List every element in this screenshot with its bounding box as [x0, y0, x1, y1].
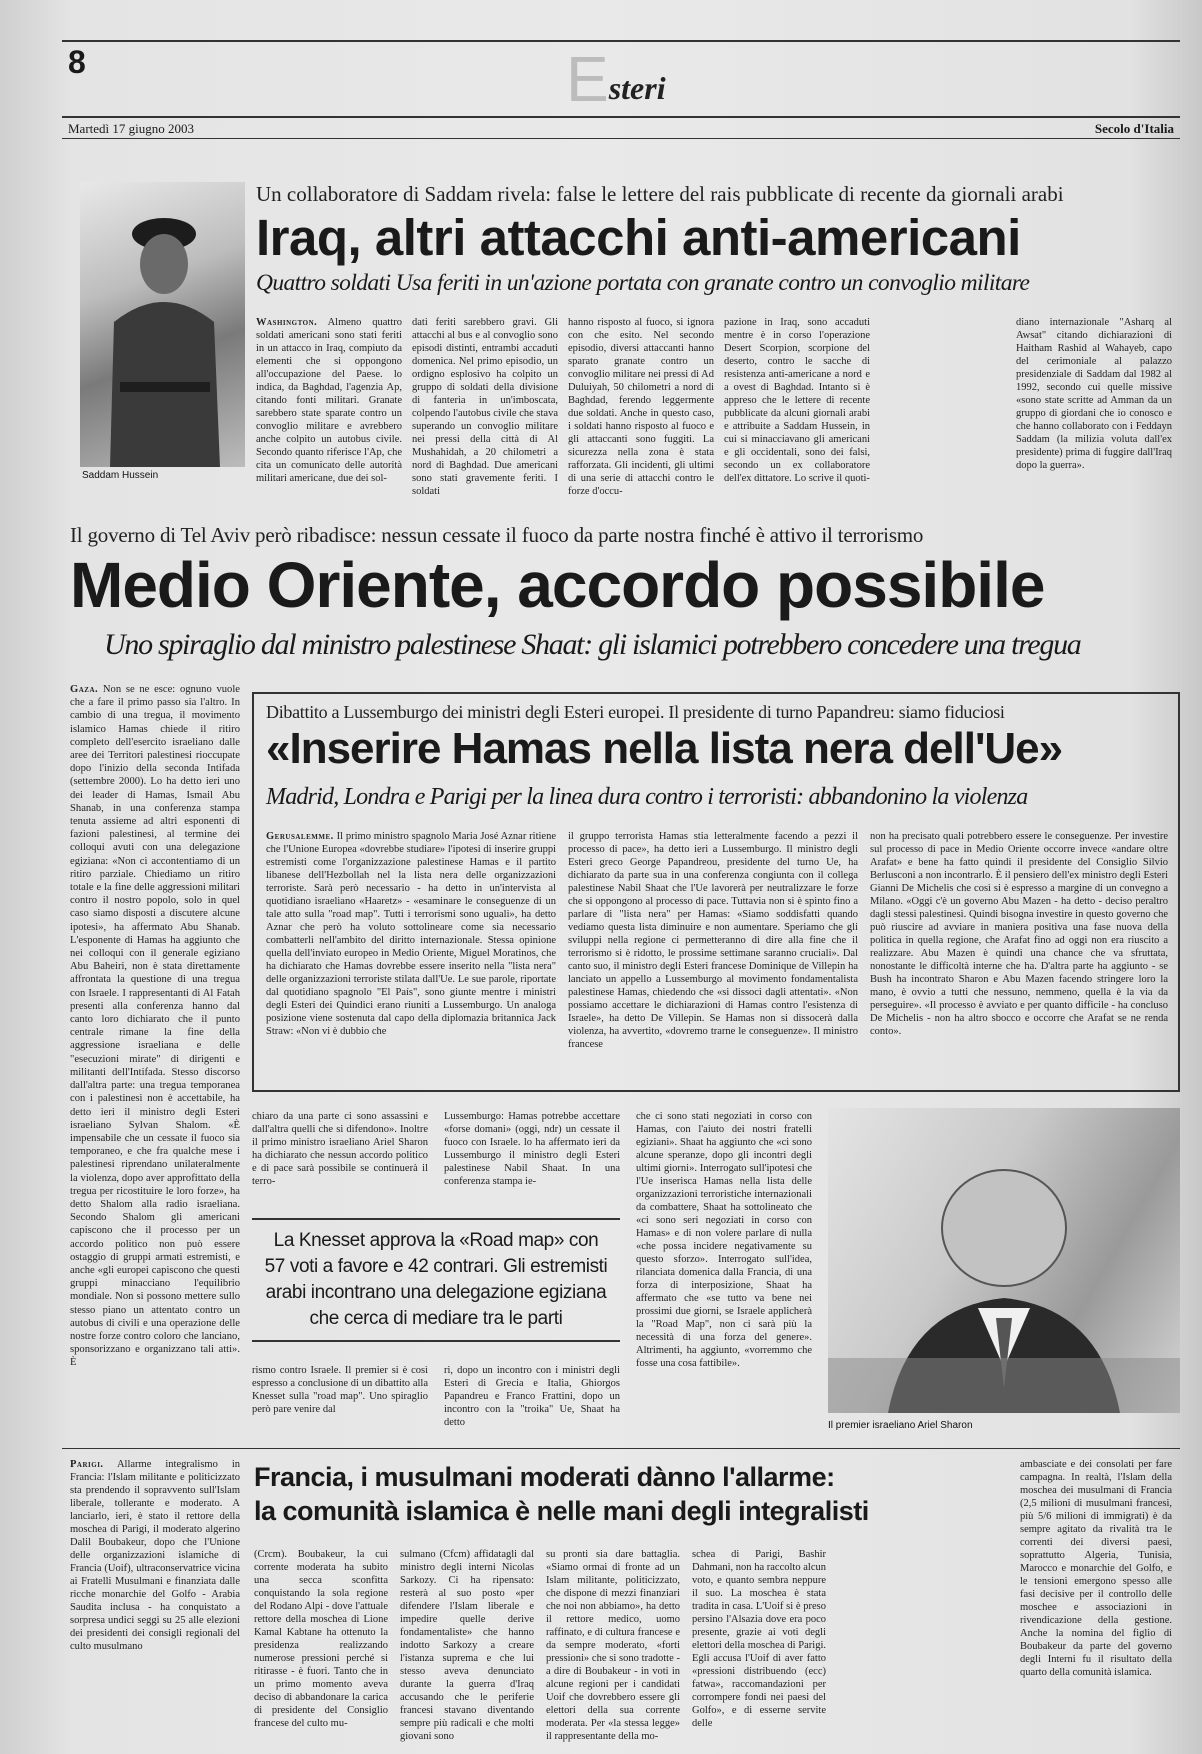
article4-top-rule	[62, 1448, 1180, 1449]
pullquote-text: La Knesset approva la «Road map» con 57 voti a favore e 42 contrari. Gli estremisti arabi incontrano una delegazione egiziana che cerca di mediare tra le parti	[264, 1230, 608, 1329]
article4-left-column	[70, 1458, 240, 1728]
sharon-silhouette-icon	[828, 1108, 1180, 1413]
article1-col-4	[724, 316, 870, 484]
article3-col2-text: il gruppo terrorista Hamas stia letteralmente facendo a pezzi il processo di pace», ha detto ieri a Lussemburgo. Il ministro degli Esteri greco George Papandreou, presidente del turno Ue, ha dichiarato da parte sua in una conferenza congiunta con il collega palestinese Nabil Shaat che l'Ue lavorerà per neutralizzare le forze che si oppongono al processo di pace. Tuttavia non si è spinto fino a parlare di "lista nera" per Hamas: «Siamo soddisfatti quando vediamo questa lista diminuire e non aumentare. Speriamo che gli sviluppi nella regione ci permetteranno di dire alla fine che il terrorismo si è ridotto, le prossime settimane saranno cruciali». Dal canto suo, il ministro degli Esteri francese Dominique de Villepin ha lanciato un appello a Lussemburgo al movimento fondamentalista palestinese Hamas, chiedendo che «si dissoci dagli attentati». «Non possiamo accettare le dichiarazioni di Hamas contro l'esistenza di Israele», ha detto De Villepin. Se Hamas non si dissocerà dalla violenza, ha avvertito, «dovremo trarne le conseguenze». Il ministro francese	[568, 831, 858, 1050]
article4-col-5	[1020, 1458, 1172, 1728]
saddam-hussein-photo	[80, 182, 245, 467]
article3-dateline: Gerusalemme.	[266, 831, 334, 842]
article1-col3-text: hanno risposto al fuoco, si ignora con che esito. Nel secondo episodio, diversi attaccanti hanno sparato granate contro un convoglio militare nei pressi di Ad Duluiyah, 50 chilometri a nord di Baghdad, ferendo leggermente due soldati. Anche in questo caso, i soldati hanno risposto al fuoco e gli attaccanti sono fuggiti. La sicurezza nella zona è stata rafforzata. Gli incidenti, gli ultimi di una serie di attacchi contro le forze d'occu-	[568, 317, 714, 497]
top-rule	[62, 40, 1180, 42]
article3-col1-text: Il primo ministro spagnolo Maria José Aznar ritiene che l'Unione Europea «dovrebbe studiare» l'ipotesi di inserire gruppi estremisti come l'organizzazione palestinese Hamas e il partito libanese dell'Hezbollah nel la lista nera delle organizzazioni terroriste. Sarà però necessario - ha detto in un'intervista al quotidiano israeliano «Haaretz» - «esaminare le conseguenze di un tale atto sulla "road map". Tutti i terrorismi sono uguali», ha detto Aznar che però ha voluto sottolineare come sia necessario combatterli nell'ambito del diritto internazionale. Stessa opinione quella dell'inviato europeo in Medio Oriente, Miguel Moratinos, che ha dichiarato che Hamas dovrebbe essere inserito nella "lista nera" delle organizzazioni terroriste stilata dall'Ue. Le sue parole, riportate dal quotidiano spagnolo "El País", sono giunte mentre i ministri degli Esteri dei Quindici erano riuniti a Lussemburgo. Un analoga posizione viene sostenuta dal capo della diplomazia britannica Jack Straw: «Non vi è dubbio che	[266, 831, 556, 1037]
article1-col5-text: diano internazionale "Asharq al Awsat" citando dichiarazioni di Haitham Rashid al Wahayeb, capo del cerimoniale al palazzo presidenziale di Saddam dal 1982 al 1992, secondo cui quelle missive «sono state scritte ad Amman da un gruppo di giordani che io conosco e che hanno collaborato con i Feddayn Saddam (la milizia voluta dall'ex presidente) prima di fuggire dall'Iraq dopo la guerra».	[1016, 317, 1172, 471]
article4-col-1	[254, 1548, 388, 1728]
section-rest: steri	[608, 70, 666, 106]
article3-col-3	[870, 830, 1168, 1082]
header-rule	[62, 116, 1180, 118]
article1-col-5	[1016, 316, 1172, 480]
article4-col5-text: ambasciate e dei consolati per fare campagna. In realtà, l'Islam della moschea dei musulmani di Francia (2,5 milioni di musulmani francesi, più 5/6 milioni di immigrati) è da sempre agitato da rivalità tra le correnti dei diversi paesi, soprattutto Algeria, Tunisia, Marocco e monarchie del Golfo, e le tensioni emergono spesso alle fasi decisive per il controllo delle moschee e associazioni in rivendicazione della gestione. Anche la nomina del figlio di Boubakeur da parte del governo degli Interni fu il risultato della quarto della comunità islamica.	[1020, 1459, 1172, 1678]
article3-col3-text: non ha precisato quali potrebbero essere le conseguenze. Per investire sul processo di pace in Medio Oriente occorre invece «andare oltre Arafat» e bene ha fatto quindi il presidente del Consiglio Silvio Berlusconi a non incontrarlo. È il pensiero dell'ex ministro degli Esteri Gianni De Michelis che così si è espresso a margine di un convegno a Milano. «Oggi c'è un governo Abu Mazen - ha detto - deciso peraltro dagli stessi palestinesi. Quindi bisogna investire in questo governo che può riuscire ad avviare in maniera positiva una fase nuova della politica in quella regione, che Arafat fino ad oggi non era riuscito a realizzare. Abu Mazen è quindi una chance che va sfruttata, nonostante le difficoltà interne che ha. D'altra parte ha aggiunto - se Bush ha incontrato Sharon e Abu Mazen facendo stringere loro la mano, è ovvio a tutti che nessuno, nemmeno, quella è la via da perseguire». «Il processo è avviato e per quanto difficile - ha concluso De Michelis - non ha altro sbocco e occorre che Arafat se ne renda conto».	[870, 831, 1168, 1037]
article2-tail-col-2	[444, 1364, 620, 1428]
newspaper-name: Secolo d'Italia	[1094, 121, 1174, 136]
article4-col-2	[400, 1548, 534, 1742]
ariel-sharon-photo	[828, 1108, 1180, 1413]
article4-headline-line2: la comunità islamica è nelle mani degli integralisti	[254, 1496, 869, 1526]
article2-bottom-col-2	[444, 1110, 620, 1202]
knesset-pullquote	[252, 1218, 620, 1342]
article3-col-1	[266, 830, 556, 1082]
article4-col2-text: sulmano (Cfcm) affidatagli dal ministro degli interni Nicolas Sarkozy. Ci ha ripensato: resterà al suo posto «per difendere l'Islam liberale e impedire quelle derive fondamentaliste» che hanno indotto Sarkozy a creare l'istanza suprema e che lui stesso aveva denunciato durante la guerra d'Iraq accusando che le periferie francesi stavano diventando sempre più radicali e che molti giovani sono	[400, 1549, 534, 1742]
article2-bottom-col-3	[636, 1110, 812, 1421]
sharon-photo-caption: Il premier israeliano Ariel Sharon	[828, 1420, 973, 1431]
article2-bottom-col2-text: Lussemburgo: Hamas potrebbe accettare «forse domani» (oggi, ndr) un cessate il fuoco con Israele. lo ha affermato ieri da Lussemburgo il ministro degli Esteri palestinese Nabil Shaat. In una conferenza stampa ie-	[444, 1111, 620, 1187]
article1-headline: Iraq, altri attacchi anti-americani	[256, 209, 1021, 266]
saddam-photo-caption: Saddam Hussein	[82, 470, 159, 481]
article1-deck: Quattro soldati Usa feriti in un'azione portata con granate contro un convoglio militare	[256, 270, 1030, 296]
article1-kicker: Un collaboratore di Saddam rivela: false le lettere del rais pubblicate di recente da giornali arabi	[256, 182, 1064, 206]
article4-col-3	[546, 1548, 680, 1742]
article4-col-4	[692, 1548, 826, 1728]
article4-col1-text: (Crcm). Boubakeur, la cui corrente moderata ha subito una secca sconfitta conquistando la sola regione del Rodano Alpi - dove l'attuale rettore della moschea di Lione Kamal Kabtane ha ottenuto la presidenza realizzando numerose pressioni perché si ritirasse - è fuori. Tanto che in un primo momento aveva deciso di abbandonare la carica di presidente del Consiglio francese del culto mu-	[254, 1549, 388, 1729]
article3-deck: Madrid, Londra e Parigi per la linea dura contro i terroristi: abbandonino la violenza	[266, 784, 1028, 810]
article1-col-3	[568, 316, 714, 497]
article2-tail-col-1	[252, 1364, 428, 1420]
article2-left-text: Non se ne esce: ognuno vuole che a fare il primo passo sia l'altro. In cambio di una tregua, il movimento islamico Hamas chiede il ritiro completo dell'esercito israeliano dalle aree dei Territori palestinesi rioccupate dopo l'inizio della seconda Intifada (settembre 2000). Lo ha detto ieri uno dei leader di Hamas, Ismail Abu Shanab, in una conferenza stampa tenuta assieme ad altri esponenti di fazioni palestinesi, al termine dei colloqui avuti con una delegazione egiziana: «Non ci accontentiamo di un ritiro parziale. Chiediamo un ritiro totale e la fine delle aggressioni militari contro il nostro popolo, solo in quel caso siamo disposti a discutere alcune ipotesi», ha affermato Abu Shanab. L'esponente di Hamas ha aggiunto che nei colloqui con il generale egiziano Abu Baheiri, non è stata direttamente affrontata la questione di una tregua con Israele. I rappresentanti di Al Fatah presenti alla conferenza hanno dal canto loro dichiarato che il punto centrale rimane la fine della aggressione israeliana e delle "esecuzioni mirate" di dirigenti e militanti dell'Intifada. Stesso discorso dall'altra parte: una tregua temporanea con i palestinesi non è accettabile, ha detto ieri il ministro degli Esteri israeliano Sylvan Shalom. «È impensabile che un cessate il fuoco sia temporaneo, e che fra qualche mese i palestinesi riprendano unilateralmente la violenza, dopo aver approfittato della tregua per ricostituire le loro forze», ha detto Shalom alla radio israeliana. Secondo Shalom gli americani capiscono che il processo per un accordo politico non può essere ostaggio di gruppi armati estremisti, e anche «gli europei capiscono che questi gruppi minacciano l'equilibrio mondiale. Non si possono mettere sullo stesso piano un attentato contro un autobus di civili e una operazione delle nostre forze contro coloro che lanciano, sponsorizzano e organizzano tali atti». È	[70, 684, 240, 1369]
article4-left-text: Allarme integralismo in Francia: l'Islam militante e politicizzato sta prendendo il sopravvento sull'Islam liberale, tollerante e moderato. A lanciarlo, ieri, è stato il rettore della moschea di Parigi, il moderato algerino Dalil Boubakeur, dopo che l'Unione delle organizzazioni islamiche di Francia (Uoif), ultraconservatrice vicina ai Fratelli Musulmani e finanziata dalle ricche monarchie del Golfo - Arabia Saudita inclusa - ha conquistato a sorpresa undici seggi su 25 alle elezioni dei presidenti dei consigli regionali del culto musulmano	[70, 1459, 241, 1652]
article4-headline-line1: Francia, i musulmani moderati dànno l'allarme:	[254, 1462, 835, 1492]
article2-bottom-col1-text: chiaro da una parte ci sono assassini e dall'altra quelli che si difendono». Inoltre il primo ministro israeliano Ariel Sharon ha dichiarato che nessun accordo politico e di pace sarà possibile se continuerà il terro-	[252, 1111, 428, 1187]
article2-headline: Medio Oriente, accordo possibile	[70, 549, 1045, 621]
section-initial: E	[566, 43, 609, 115]
article3-kicker: Dibattito a Lussemburgo dei ministri degli Esteri europei. Il presidente di turno Papandreu: siamo fiduciosi	[266, 702, 1005, 722]
page-number: 8	[68, 44, 86, 80]
article4-col3-text: su pronti sia dare battaglia. «Siamo ormai di fronte ad un Islam militante, politicizzato, che dispone di mezzi finanziari che noi non abbiamo», ha detto il rettore medico, uomo raffinato, e di cultura francese e da sempre moderato, «forti pressioni» che si sono tradotte - a dire di Boubakeur - in voti in alcune regioni per i candidati Uoif che dovrebbero essere gli elettori della sua corrente moderata. Per «la stessa legge» il rappresentante della mo-	[546, 1549, 680, 1742]
article2-bottom-col3-text: che ci sono stati negoziati in corso con Hamas, con l'aiuto dei nostri fratelli egiziani». Shaat ha aggiunto che «ci sono alcune speranze, dopo gli incontri degli ultimi giorni». Interrogato sull'ipotesi che l'Ue inserisca Hamas nella lista delle organizzazioni terroristiche internazionali da combattere, Shaat ha sottolineato che «ci sono seri negoziati in corso con Hamas» e di non volere parlare di nulla «che possa incidere negativamente su questo sforzo». Interrogato sull'idea, rilanciata domenica dalla Francia, di una forza di interposizione, Shaat ha affermato che «se tutto va bene nei prossimi due giorni, se Israele applicherà la "Road Map", non ci sarà più la necessità di una forza del genere». Altrimenti, ha aggiunto, «vorremmo che fosse una cosa fattibile».	[636, 1111, 812, 1369]
article1-col2-text: dati feriti sarebbero gravi. Gli attacchi al bus e al convoglio sono episodi distinti, entrambi accaduti domenica. Nel primo episodio, un ordigno esplosivo ha colpito un gruppo di soldati della divisione di fanteria in un'imboscata, colpendo l'autobus civile che stava superando un convoglio militare nei pressi della città di Al Mushahidah, a 20 chilometri a nord di Baghdad. Due americani sono stati gravemente feriti. I soldati	[412, 317, 558, 497]
section-title	[566, 43, 666, 115]
portrait-silhouette-icon	[80, 182, 245, 467]
article2-kicker: Il governo di Tel Aviv però ribadisce: nessun cessate il fuoco da parte nostra finché è attivo il terrorismo	[70, 523, 924, 547]
article2-tail2-text: ri, dopo un incontro con i ministri degli Esteri di Grecia e Italia, Ghiorgos Papandreu e Franco Frattini, dopo un incontro con la "troika" Ue, Shaat ha detto	[444, 1365, 620, 1428]
article2-dateline: Gaza.	[70, 684, 99, 695]
article2-deck: Uno spiraglio dal ministro palestinese Shaat: gli islamici potrebbero concedere una tregua	[104, 628, 1081, 661]
article1-col-1	[256, 316, 402, 484]
article1-col4-text: pazione in Iraq, sono accaduti mentre è in corso l'operazione Desert Scorpion, scorpione del deserto, contro le sacche di resistenza anti-americane a nord e a ovest di Baghdad. Intanto si è appreso che le lettere di recente pubblicate da alcuni giornali arabi e attribuite a Saddam Hussein, in cui si minacciavano gli americani e gli occidentali, sono dei falsi, secondo un ex collaboratore dell'ex dittatore. Lo scrive il quoti-	[724, 317, 870, 484]
article4-col4-text: schea di Parigi, Bashir Dahmani, non ha raccolto alcun voto, e quanto sembra neppure il suo. La moschea è stata tradita in casa. L'Uoif si è preso persino l'Alsazia dove era poco presente, grazie ai voti degli elettori della moschea di Parigi. Egli accusa l'Uoif di aver fatto «pressioni distribuendo (ecc) fatwa», raccomandazioni per corrompere fondi nei paesi del Golfo», e di esserne servite delle	[692, 1549, 826, 1729]
article2-tail1-text: rismo contro Israele. Il premier si è così espresso a conclusione di un dibattito alla Knesset sulla "road map". Uno spiraglio però pare venire dal	[252, 1365, 428, 1415]
article1-col-2	[412, 316, 558, 497]
issue-date: Martedì 17 giugno 2003	[68, 121, 195, 136]
header-rule-bottom	[62, 138, 1180, 139]
article1-dateline: Washington.	[256, 317, 318, 328]
article1-col1-text: Almeno quattro soldati americani sono stati feriti in un attacco in Iraq, compiuto da elementi che si oppongono all'occupazione del Paese. lo indica, da Baghdad, l'agenzia Ap, citando fonti militari. Granate sarebbero state sparate contro un convoglio militare e avrebbero anche colpito un autobus civile. Secondo quanto riferisce l'Ap, che cita un comunicato delle autorità militari americane, due dei sol-	[256, 317, 402, 484]
article2-bottom-col-1	[252, 1110, 428, 1202]
article3-col-2	[568, 830, 858, 1082]
article3-headline: «Inserire Hamas nella lista nera dell'Ue»	[266, 724, 1063, 773]
article4-dateline: Parigi.	[70, 1459, 104, 1470]
